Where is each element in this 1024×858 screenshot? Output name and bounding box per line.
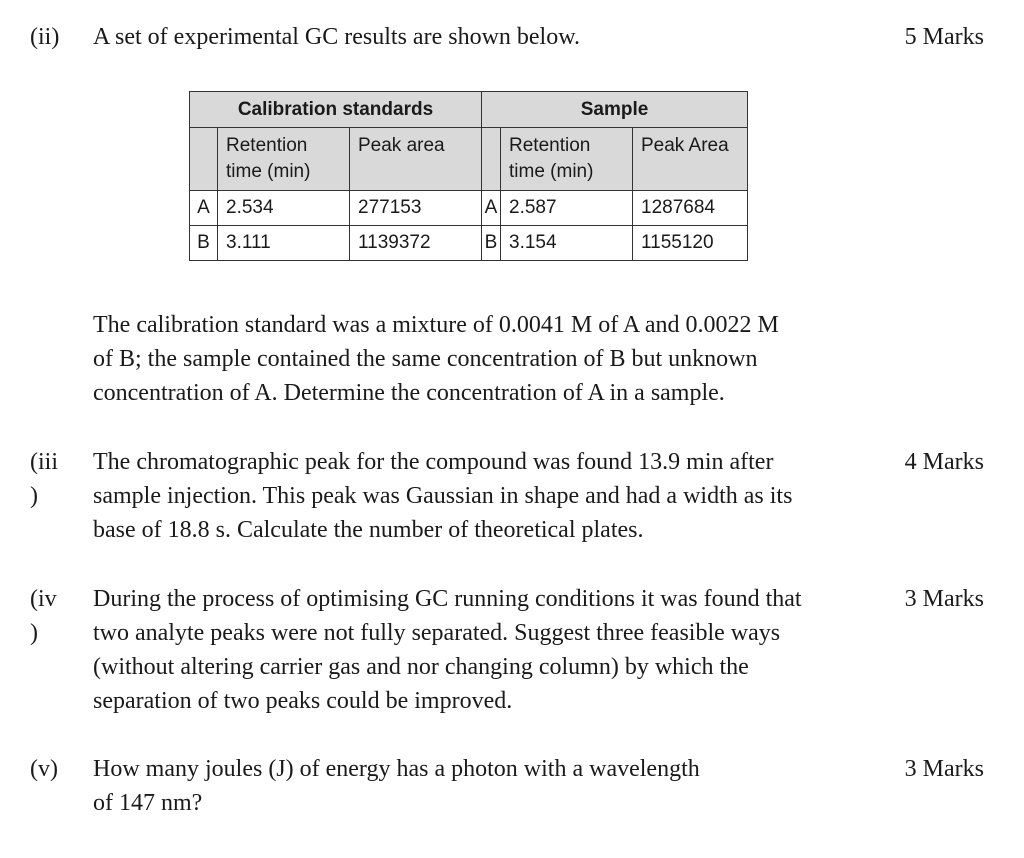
question-number-iv	[30, 582, 90, 650]
question-iii-text	[93, 445, 868, 547]
cal-retention-time: 3.111	[218, 226, 350, 261]
number-line2: )	[30, 483, 38, 509]
question-iv-marks: 3 Marks	[904, 586, 984, 612]
sample-compound-id: A	[482, 191, 501, 226]
table-row	[190, 191, 748, 226]
question-v-text	[93, 752, 868, 820]
paragraph-line: During the process of optimising GC running conditions it was found that	[93, 586, 802, 612]
sample-retention-time: 2.587	[501, 191, 633, 226]
retention-label-line1: Retention	[509, 135, 591, 156]
question-ii-paragraph	[93, 308, 868, 410]
question-number-ii: (ii)	[30, 24, 60, 50]
sample-compound-id: B	[482, 226, 501, 261]
question-v-marks: 3 Marks	[904, 756, 984, 782]
paragraph-line: How many joules (J) of energy has a photon with a wavelength	[93, 756, 700, 782]
table-row	[190, 226, 748, 261]
retention-label-line1: Retention	[226, 135, 308, 156]
question-ii-text: A set of experimental GC results are shown below.	[93, 24, 580, 50]
paragraph-line: of 147 nm?	[93, 790, 203, 816]
empty-header-cell	[482, 128, 501, 191]
cal-peak-area: 277153	[350, 191, 482, 226]
sample-peak-area: 1155120	[633, 226, 748, 261]
sample-peak-area: 1287684	[633, 191, 748, 226]
question-number-v: (v)	[30, 756, 58, 782]
cal-peak-area-header: Peak area	[350, 128, 482, 191]
cal-retention-time-header	[218, 128, 350, 191]
question-number-iii	[30, 445, 90, 513]
sample-peak-area-header: Peak Area	[633, 128, 748, 191]
question-iv-text	[93, 582, 868, 718]
retention-label-line2: time (min)	[226, 161, 311, 182]
number-line2: )	[30, 620, 38, 646]
paragraph-line: separation of two peaks could be improved.	[93, 688, 513, 714]
sample-retention-time-header	[501, 128, 633, 191]
table-group-header-row	[190, 92, 748, 128]
cal-compound-id: B	[190, 226, 218, 261]
paragraph-line: concentration of A. Determine the concentration of A in a sample.	[93, 380, 725, 406]
table-sub-header-row	[190, 128, 748, 191]
retention-label-line2: time (min)	[509, 161, 594, 182]
sample-retention-time: 3.154	[501, 226, 633, 261]
paragraph-line: of B; the sample contained the same concentration of B but unknown	[93, 346, 758, 372]
number-line1: (iii	[30, 449, 58, 475]
empty-header-cell	[190, 128, 218, 191]
paragraph-line: The chromatographic peak for the compound was found 13.9 min after	[93, 449, 774, 475]
paragraph-line: The calibration standard was a mixture of 0.0041 M of A and 0.0022 M	[93, 312, 779, 338]
cal-compound-id: A	[190, 191, 218, 226]
cal-peak-area: 1139372	[350, 226, 482, 261]
paragraph-line: two analyte peaks were not fully separated. Suggest three feasible ways	[93, 620, 781, 646]
question-ii-marks: 5 Marks	[904, 24, 984, 50]
paragraph-line: base of 18.8 s. Calculate the number of theoretical plates.	[93, 517, 644, 543]
paragraph-line: (without altering carrier gas and nor changing column) by which the	[93, 654, 749, 680]
paragraph-line: sample injection. This peak was Gaussian in shape and had a width as its	[93, 483, 793, 509]
cal-retention-time: 2.534	[218, 191, 350, 226]
question-iii-marks: 4 Marks	[904, 449, 984, 475]
sample-header: Sample	[482, 92, 748, 128]
gc-results-table	[189, 91, 748, 261]
calibration-standards-header: Calibration standards	[190, 92, 482, 128]
number-line1: (iv	[30, 586, 57, 612]
